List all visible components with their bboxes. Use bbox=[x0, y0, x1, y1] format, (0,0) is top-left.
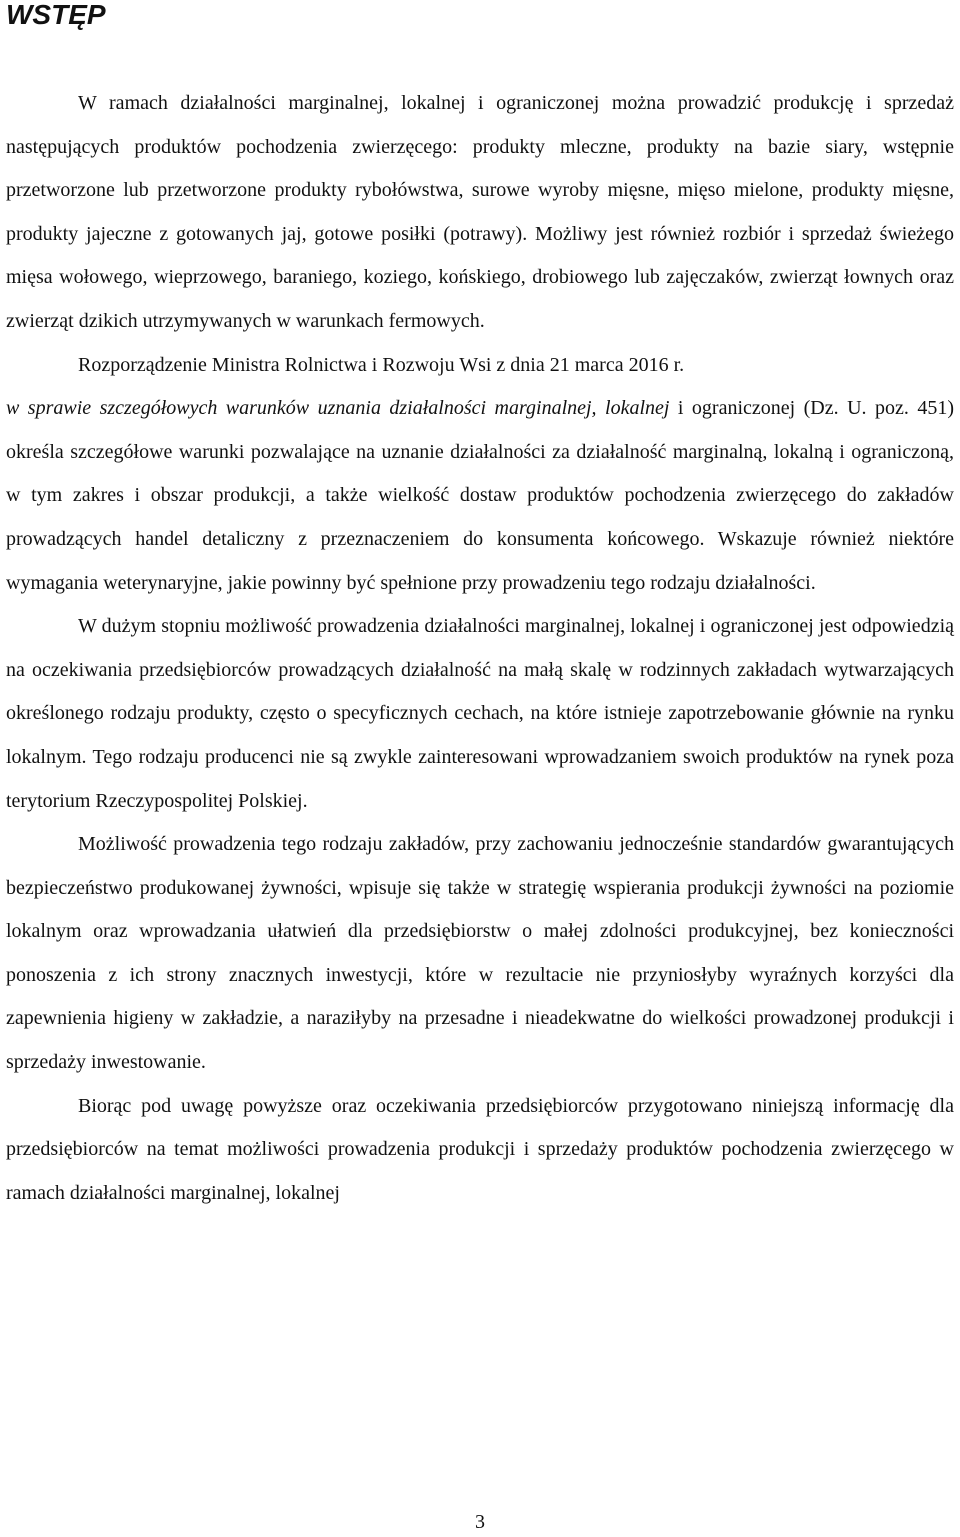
paragraph-3 bbox=[6, 387, 954, 605]
body-text bbox=[6, 82, 954, 1215]
paragraph-5: Możliwość prowadzenia tego rodzaju zakładów, przy zachowaniu jednocześnie standardów gwarantujących bezpieczeństwo produkowanej żywności, wpisuje się także w strategię wspierania produkcji żywności na poziomie lokalnym oraz wprowadzania ułatwień dla przedsiębiorstw o małej zdolności produkcyjnej, bez konieczności ponoszenia z ich strony znacznych inwestycji, które w rezultacie nie przyniosłyby wyraźnych korzyści dla zapewnienia higieny w zakładzie, a naraziłyby na przesadne i nieadekwatne do wielkości prowadzonej produkcji i sprzedaży inwestowanie. bbox=[6, 833, 954, 1074]
paragraph-6: Biorąc pod uwagę powyższe oraz oczekiwania przedsiębiorców przygotowano niniejszą informację dla przedsiębiorców na temat możliwości prowadzenia produkcji i sprzedaży produktów pochodzenia zwierzęcego w ramach działalności marginalnej, lokalnej bbox=[6, 1094, 954, 1204]
paragraph-2: Rozporządzenie Ministra Rolnictwa i Rozwoju Wsi z dnia 21 marca 2016 r. bbox=[78, 353, 685, 376]
paragraph-4: W dużym stopniu możliwość prowadzenia działalności marginalnej, lokalnej i ograniczonej jest odpowiedzią na oczekiwania przedsiębiorców prowadzących działalność na małą skalę w rodzinnych zakładach wytwarzających określonego rodzaju produkty, często o specyficznych cechach, na które istnieje zapotrzebowanie głównie na rynku lokalnym. Tego rodzaju producenci nie są zwykle zainteresowani wprowadzaniem swoich produktów na rynek poza terytorium Rzeczypospolitej Polskiej. bbox=[6, 615, 954, 812]
section-heading: WSTĘP bbox=[6, 0, 106, 30]
paragraph-3-text: i ograniczonej (Dz. U. poz. 451) określa szczegółowe warunki pozwalające na uznanie działalności za działalność marginalną, lokalną i ograniczoną, w tym zakres i obszar produkcji, a także wielkość dostaw produktów pochodzenia zwierzęcego do zakładów prowadzących handel detaliczny z przeznaczeniem do konsumenta końcowego. Wskazuje również niektóre wymagania weterynaryjne, jakie powinny być spełnione przy prowadzeniu tego rodzaju działalności. bbox=[6, 397, 954, 594]
page-number: 3 bbox=[475, 1511, 485, 1533]
paragraph-1: W ramach działalności marginalnej, lokalnej i ograniczonej można prowadzić produkcję i sprzedaż następujących produktów pochodzenia zwierzęcego: produkty mleczne, produkty na bazie siary, wstępnie przetworzone lub przetworzone produkty rybołówstwa, surowe wyroby mięsne, mięso mielone, produkty mięsne, produkty jajeczne z gotowanych jaj, gotowe posiłki (potrawy). Możliwy jest również rozbiór i sprzedaż świeżego mięsa wołowego, wieprzowego, baraniego, koziego, końskiego, drobiowego lub zajęczaków, zwierząt łownych oraz zwierząt dzikich utrzymywanych w warunkach fermowych. bbox=[6, 92, 954, 332]
regulation-title: w sprawie szczegółowych warunków uznania działalności marginalnej, lokalnej bbox=[6, 397, 670, 420]
